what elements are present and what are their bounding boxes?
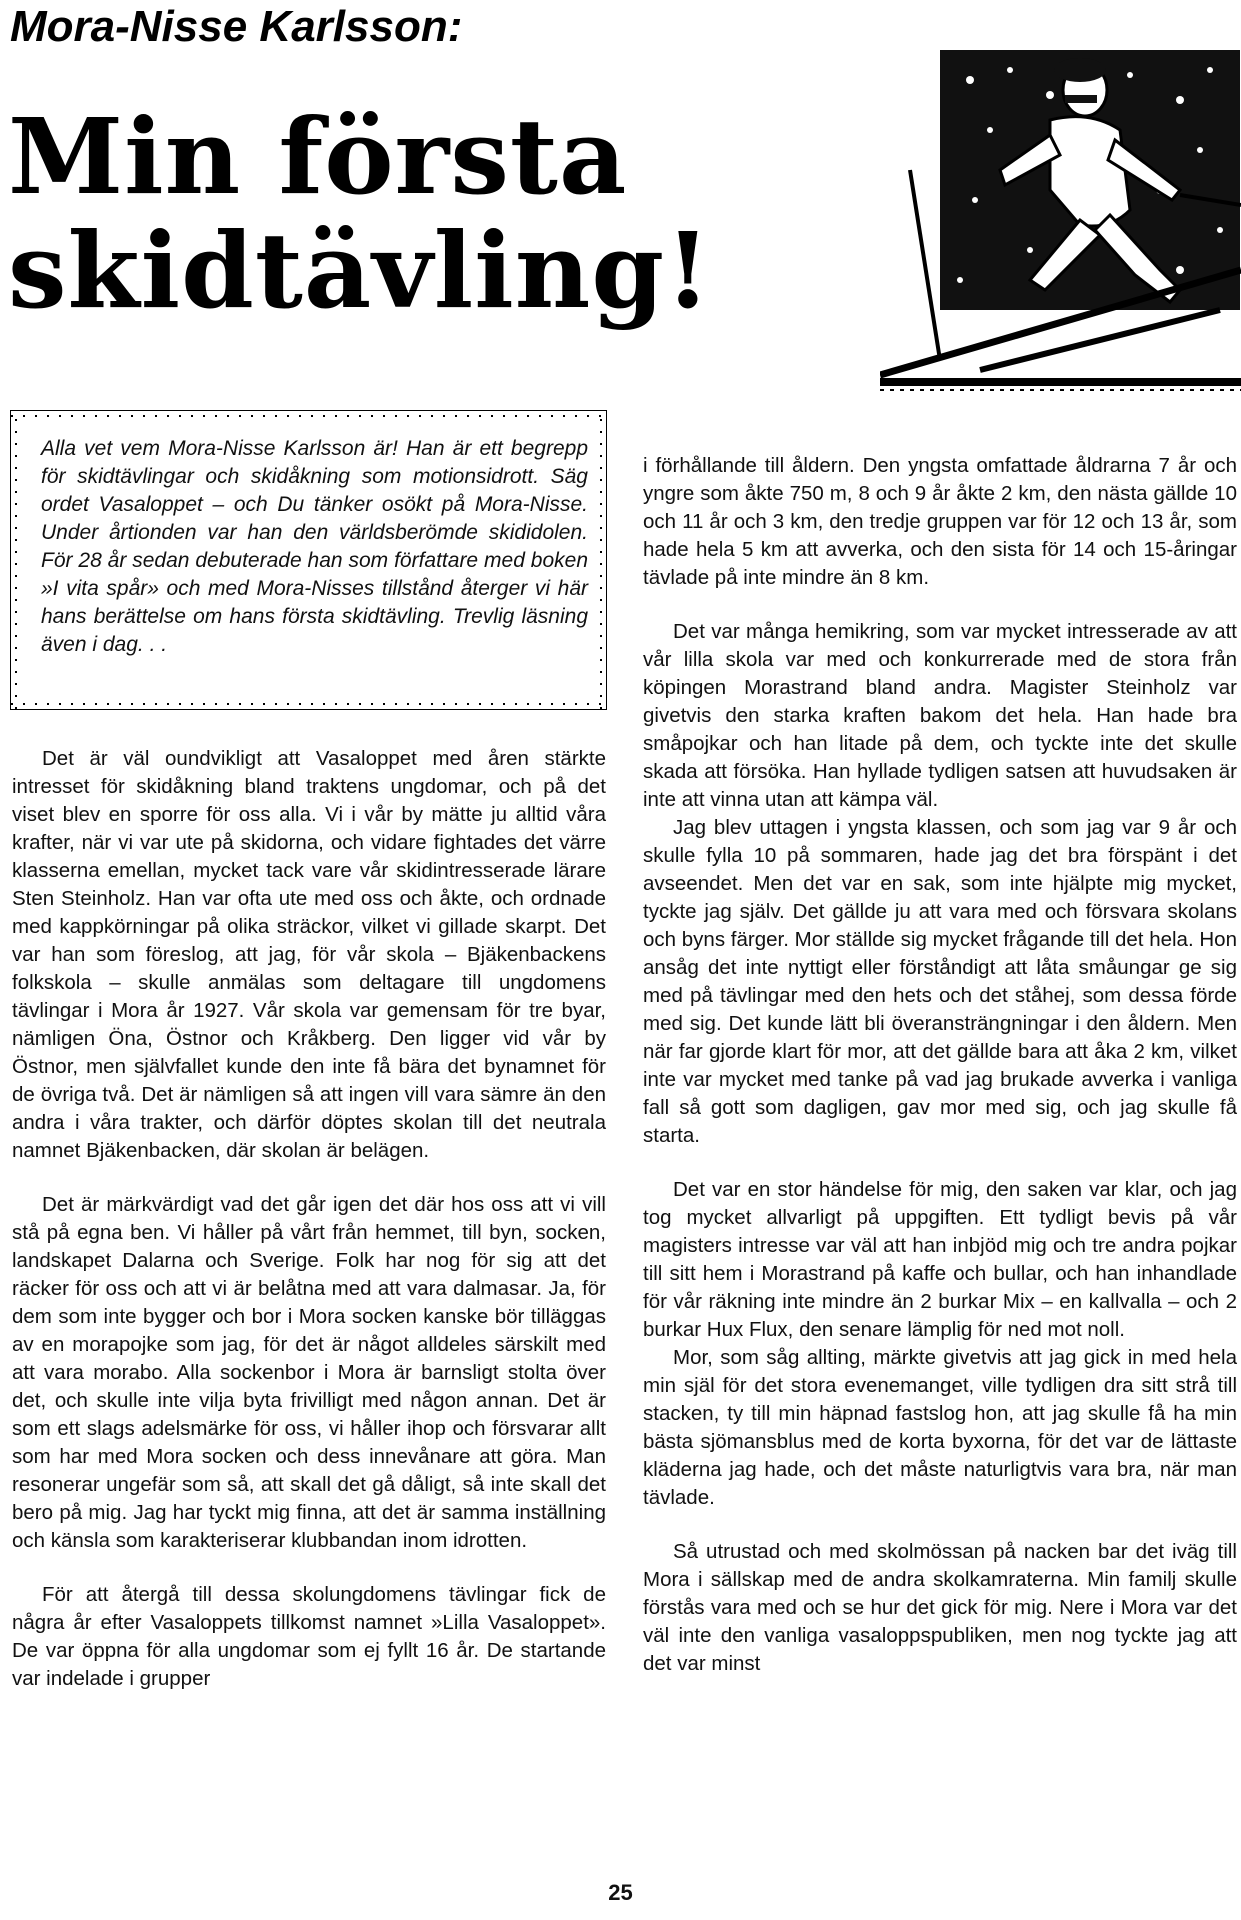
left-paragraph-3: För att återgå till dessa skolungdomens tävlingar fick de några år efter Vasaloppets tillkomst namnet »Lilla Vasaloppet». De var öppna för alla ungdomar som ej fyllt 16 år. De startande var indelade i grupper [12, 1583, 606, 1690]
page-number: 25 [608, 1880, 633, 1905]
intro-box [10, 410, 607, 710]
right-paragraph-3: Jag blev uttagen i yngsta klassen, och som jag var 9 år och skulle fylla 10 på sommaren, hade jag det bra förspänt i det avseendet. Men det var en sak, som inte hjälpte mig mycket, tyckte jag själv. Det gällde ju att vara med och försvara skolans och byns färger. Mor ställde sig mycket frågande till det hela. Hon ansåg det inte nyttigt eller förståndigt att låta småungar ge sig med på tävlingar med den hets och det ståhej, som dessa förde med sig. Det kunde lätt bli överansträngningar i den åldern. Men när far gjorde klart för mor, att det gällde bara att åka 2 km, vilket inte var mycket med tanke på vad jag brukade avverka i vanliga fall så gott som dagligen, gav mor med sig, och jag skulle få starta. [643, 816, 1237, 1147]
left-paragraph-2: Det är märkvärdigt vad det går igen det där hos oss att vi vill stå på egna ben. Vi håller på vårt från hemmet, till byn, socken, landskapet Dalarna och Sverige. Folk har nog för sig att det räcker för oss och att vi är belåtna med att vara dalmasar. Ja, för dem som inte bygger och bor i Mora socken kanske bör tilläggas av en morapojke som jag, för det är något alldeles särskilt med att vara morabo. Alla sockenbor i Mora är barnsligt stolta över det, och skulle inte vilja byta frivilligt med någon annan. Det är som ett slags adelsmärke för oss, vi håller ihop och försvarar allt som har med Mora socken och dess innevånare att göra. Man resonerar ungefär som så, att skall det gå dåligt, så inte skall det bero på mig. Jag har tyckt mig finna, att det är samma inställning och känsla som karakteriserar klubbandan inom idrotten. [12, 1193, 606, 1552]
right-paragraph-2: Det var många hemikring, som var mycket intresserade av att vår lilla skola var med och konkurrerade med de stora från köpingen Morastrand bland andra. Magister Steinholz var givetvis den starka kraften bakom det hela. Han hade bra småpojkar och han litade på dem, och tyckte inte det skulle skada att försöka. Han hyllade tydligen satsen att huvudsaken är inte att vinna utan att kämpa väl. [643, 620, 1237, 811]
skier-icon [880, 40, 1241, 400]
intro-text: Alla vet vem Mora-Nisse Karlsson är! Han är ett begrepp för skidtävlingar och skidåkning som motionsidrott. Säg ordet Vasaloppet – och Du tänker osökt på Mora-Nisse. Under årtionden var han den världsberömde skididolen. För 28 år sedan debuterade han som författare med boken »I vita spår» och med Mora-Nisses tillstånd återger vi här hans berättelse om hans första skidtävling. Trevlig läsning även i dag. . . [41, 437, 588, 656]
headline-line-1: Min första [8, 95, 628, 218]
headline [8, 95, 918, 332]
right-paragraph-6: Så utrustad och med skolmössan på nacken bar det iväg till Mora i sällskap med de andra skolkamraterna. Min familj skulle förstås vara med och se hur det gick för mig. Nere i Mora var det väl inte den vanliga vasaloppspubliken, men nog tyckte jag att det var minst [643, 1540, 1237, 1675]
right-column [643, 452, 1237, 1678]
byline: Mora-Nisse Karlsson: [10, 2, 463, 51]
right-paragraph-5: Mor, som såg allting, märkte givetvis att jag gick in med hela min själ för det stora evenemanget, ville tydligen dra sitt strå till stacken, ty till min häpnad fastslog hon, att jag skulle få ha min bästa sjömansblus med de korta byxorna, för det var de lättaste kläderna jag hade, och det måste naturligtvis vara bra, när man tävlade. [643, 1346, 1237, 1509]
headline-line-2: skidtävling! [8, 209, 712, 332]
right-paragraph-1: i förhållande till åldern. Den yngsta omfattade åldrarna 7 år och yngre som åkte 750 m, 8 och 9 år åkte 2 km, den nästa gällde 10 och 11 år och 3 km, den tredje gruppen var för 12 och 13 år, som hade hela 5 km att avverka, och den sista för 14 och 15-åringar tävlade på inte mindre än 8 km. [643, 454, 1237, 589]
right-paragraph-4: Det var en stor händelse för mig, den saken var klar, och jag tog mycket allvarligt på uppgiften. Ett tydligt bevis på vår magisters intresse var väl att han inbjöd mig och tre andra pojkar till sitt hem i Morastrand på kaffe och bullar, och han inhandlade för vår räkning inte mindre än 2 burkar Mix – en kallvalla – och 2 burkar Hux Flux, den senare lämplig för ned mot noll. [643, 1178, 1237, 1341]
left-paragraph-1: Det är väl oundvikligt att Vasaloppet med åren stärkte intresset för skidåkning bland traktens ungdomar, och på det viset blev en sporre för oss alla. Vi i vår by mätte ju alltid våra krafter, när vi var ute på skidorna, och vidare fightades det värre klasserna emellan, mycket tack vare vår skidintresserade lärare Sten Steinholz. Han var ofta ute med oss och åkte, och ordnade med kappkörningar på olika sträckor, vilket vi gillade skarpt. Det var han som föreslog, att jag, för vår skola – Bjäkenbackens folkskola – skulle anmälas som deltagare till ungdomens tävlingar i Mora år 1927. Vår skola var gemensam för tre byar, nämligen Öna, Östnor och Kråkberg. Den ligger vid vår by Östnor, men självfallet kunde den inte få bära det bynamnet för de övriga två. Det är nämligen så att ingen vill vara sämre än den andra i våra trakter, och därför döptes skolan till det neutrala namnet Bjäkenbacken, där skolan är belägen. [12, 747, 606, 1162]
left-column [12, 745, 606, 1693]
